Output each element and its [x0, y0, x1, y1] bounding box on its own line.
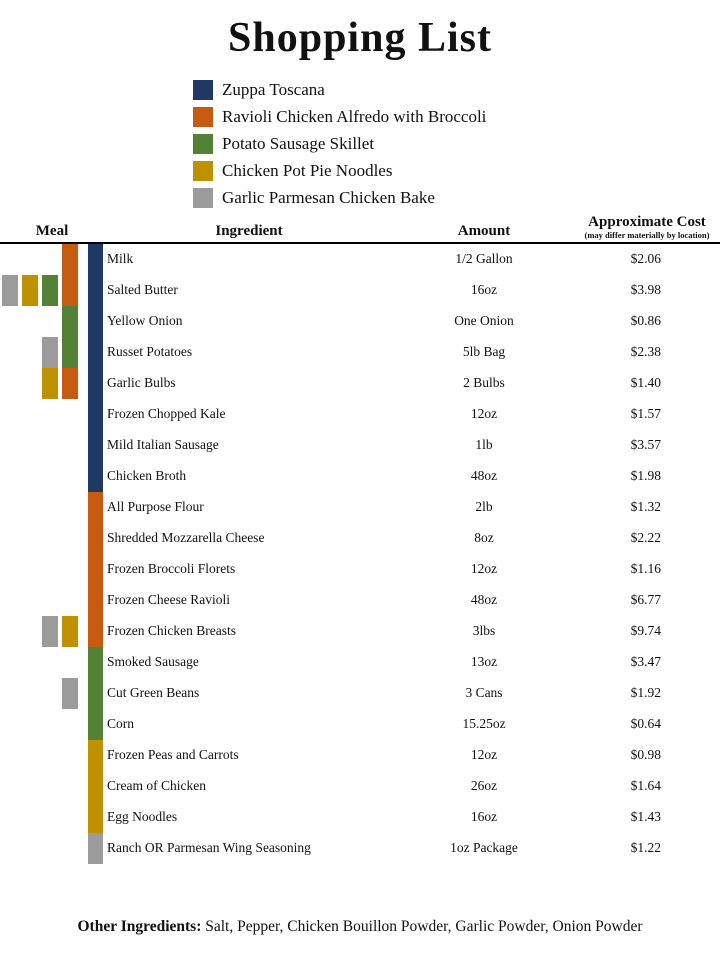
- ingredient-name: Smoked Sausage: [107, 654, 199, 670]
- meal-indicator-2: [42, 709, 58, 740]
- meal-indicator-4: [2, 802, 18, 833]
- ingredient-amount: 15.25oz: [462, 716, 506, 732]
- meal-legend: [193, 76, 720, 211]
- table-header: [0, 214, 720, 244]
- meal-indicator-1: [62, 244, 78, 275]
- table-row: [0, 368, 720, 399]
- table-row: [0, 678, 720, 709]
- meal-main-bar: [88, 678, 103, 709]
- ingredient-cost: $0.98: [630, 747, 661, 763]
- meal-indicator-1: [62, 740, 78, 771]
- ingredient-cost: $2.06: [630, 251, 661, 267]
- meal-indicators: [0, 678, 104, 709]
- ingredient-name: Egg Noodles: [107, 809, 178, 825]
- header-ingredient: Ingredient: [215, 222, 283, 239]
- table-row: [0, 399, 720, 430]
- ingredient-amount: 16oz: [470, 809, 498, 825]
- table-row: [0, 244, 720, 275]
- legend-color-swatch: [193, 80, 213, 100]
- table-row: [0, 802, 720, 833]
- ingredient-cost: $3.47: [630, 654, 661, 670]
- meal-indicators: [0, 802, 104, 833]
- ingredient-name: Frozen Peas and Carrots: [107, 747, 239, 763]
- meal-indicator-4: [2, 306, 18, 337]
- meal-indicators: [0, 833, 104, 864]
- table-row: [0, 275, 720, 306]
- meal-indicator-1: [62, 368, 78, 399]
- meal-indicator-2: [42, 399, 58, 430]
- ingredient-amount: 5lb Bag: [462, 344, 506, 360]
- table-body: [0, 244, 720, 864]
- meal-indicator-3: [22, 430, 38, 461]
- ingredient-amount: 2lb: [475, 499, 493, 515]
- meal-indicator-4: [2, 492, 18, 523]
- meal-indicators: [0, 647, 104, 678]
- meal-main-bar: [88, 275, 103, 306]
- ingredient-cost: $0.86: [630, 313, 661, 329]
- legend-item: [193, 76, 720, 103]
- meal-main-bar: [88, 244, 103, 275]
- meal-indicators: [0, 492, 104, 523]
- ingredient-name: Cut Green Beans: [107, 685, 200, 701]
- ingredient-name: Mild Italian Sausage: [107, 437, 219, 453]
- legend-item: [193, 184, 720, 211]
- meal-indicator-2: [42, 461, 58, 492]
- meal-indicator-2: [42, 678, 58, 709]
- header-cost-title: Approximate Cost: [588, 214, 706, 230]
- meal-indicator-4: [2, 709, 18, 740]
- meal-main-bar: [88, 337, 103, 368]
- ingredient-cost: $1.22: [630, 840, 661, 856]
- ingredient-cost: $6.77: [630, 592, 661, 608]
- meal-indicator-3: [22, 523, 38, 554]
- ingredient-cost: $1.64: [630, 778, 661, 794]
- meal-indicator-2: [42, 430, 58, 461]
- meal-indicator-3: [22, 616, 38, 647]
- legend-color-swatch: [193, 161, 213, 181]
- header-amount: Amount: [457, 222, 511, 239]
- meal-main-bar: [88, 306, 103, 337]
- other-ingredients: [0, 918, 720, 936]
- meal-indicators: [0, 740, 104, 771]
- table-row: [0, 306, 720, 337]
- meal-indicator-4: [2, 554, 18, 585]
- ingredient-name: Cream of Chicken: [107, 778, 206, 794]
- table-row: [0, 771, 720, 802]
- meal-indicator-2: [42, 802, 58, 833]
- meal-main-bar: [88, 461, 103, 492]
- meal-indicator-4: [2, 523, 18, 554]
- ingredient-name: Frozen Cheese Ravioli: [107, 592, 230, 608]
- meal-indicator-3: [22, 461, 38, 492]
- meal-indicators: [0, 585, 104, 616]
- meal-main-bar: [88, 771, 103, 802]
- meal-indicators: [0, 709, 104, 740]
- legend-label: Ravioli Chicken Alfredo with Broccoli: [222, 106, 487, 126]
- meal-indicator-4: [2, 275, 18, 306]
- ingredient-name: Garlic Bulbs: [107, 375, 176, 391]
- other-ingredients-text: Salt, Pepper, Chicken Bouillon Powder, Garlic Powder, Onion Powder: [201, 918, 643, 935]
- meal-indicator-2: [42, 244, 58, 275]
- meal-indicator-4: [2, 771, 18, 802]
- ingredient-cost: $9.74: [630, 623, 661, 639]
- meal-indicator-3: [22, 833, 38, 864]
- meal-indicator-4: [2, 585, 18, 616]
- ingredient-amount: 8oz: [474, 530, 494, 546]
- meal-main-bar: [88, 492, 103, 523]
- legend-color-swatch: [193, 107, 213, 127]
- meal-indicator-4: [2, 461, 18, 492]
- ingredient-name: Corn: [107, 716, 134, 732]
- meal-indicator-4: [2, 337, 18, 368]
- meal-indicators: [0, 368, 104, 399]
- meal-indicator-1: [62, 492, 78, 523]
- ingredient-cost: $1.43: [630, 809, 661, 825]
- meal-indicator-3: [22, 244, 38, 275]
- meal-indicator-4: [2, 740, 18, 771]
- legend-label: Chicken Pot Pie Noodles: [222, 160, 393, 180]
- ingredient-cost: $1.40: [630, 375, 661, 391]
- ingredient-amount: 13oz: [470, 654, 498, 670]
- table-row: [0, 585, 720, 616]
- legend-item: [193, 130, 720, 157]
- meal-indicator-1: [62, 709, 78, 740]
- ingredient-amount: 12oz: [470, 747, 498, 763]
- table-row: [0, 647, 720, 678]
- meal-indicator-4: [2, 368, 18, 399]
- meal-indicator-3: [22, 275, 38, 306]
- legend-label: Zuppa Toscana: [222, 79, 325, 99]
- meal-indicator-1: [62, 306, 78, 337]
- ingredient-amount: 3lbs: [472, 623, 496, 639]
- meal-indicators: [0, 430, 104, 461]
- meal-indicator-3: [22, 368, 38, 399]
- meal-indicator-1: [62, 616, 78, 647]
- table-row: [0, 833, 720, 864]
- meal-indicator-1: [62, 275, 78, 306]
- ingredient-name: Chicken Broth: [107, 468, 187, 484]
- meal-indicators: [0, 275, 104, 306]
- ingredient-amount: 12oz: [470, 561, 498, 577]
- meal-indicators: [0, 244, 104, 275]
- ingredient-amount: 12oz: [470, 406, 498, 422]
- meal-indicator-1: [62, 430, 78, 461]
- meal-indicator-1: [62, 585, 78, 616]
- header-cost: [574, 214, 720, 240]
- meal-indicator-4: [2, 647, 18, 678]
- meal-main-bar: [88, 368, 103, 399]
- ingredient-amount: 2 Bulbs: [463, 375, 505, 391]
- ingredient-cost: $1.32: [630, 499, 661, 515]
- meal-main-bar: [88, 430, 103, 461]
- ingredient-name: Shredded Mozzarella Cheese: [107, 530, 265, 546]
- meal-indicator-2: [42, 368, 58, 399]
- meal-indicator-3: [22, 585, 38, 616]
- ingredient-cost: $1.16: [630, 561, 661, 577]
- legend-label: Potato Sausage Skillet: [222, 133, 375, 153]
- meal-indicator-1: [62, 554, 78, 585]
- meal-indicator-3: [22, 399, 38, 430]
- meal-indicator-2: [42, 492, 58, 523]
- meal-indicator-1: [62, 833, 78, 864]
- legend-item: [193, 103, 720, 130]
- meal-indicator-3: [22, 678, 38, 709]
- meal-indicator-3: [22, 771, 38, 802]
- table-row: [0, 740, 720, 771]
- meal-indicator-4: [2, 244, 18, 275]
- meal-indicator-1: [62, 678, 78, 709]
- meal-main-bar: [88, 585, 103, 616]
- header-meal: Meal: [35, 222, 69, 239]
- header-cost-note: (may differ materially by location): [584, 229, 710, 240]
- meal-indicator-2: [42, 647, 58, 678]
- meal-indicator-1: [62, 461, 78, 492]
- other-ingredients-label: Other Ingredients:: [77, 918, 202, 935]
- meal-indicators: [0, 399, 104, 430]
- meal-main-bar: [88, 802, 103, 833]
- meal-indicators: [0, 554, 104, 585]
- ingredient-cost: $3.57: [630, 437, 661, 453]
- ingredient-name: Yellow Onion: [107, 313, 183, 329]
- ingredient-amount: 1oz Package: [450, 840, 518, 856]
- meal-indicators: [0, 306, 104, 337]
- ingredient-amount: 3 Cans: [465, 685, 503, 701]
- legend-label: Garlic Parmesan Chicken Bake: [222, 187, 435, 207]
- meal-indicators: [0, 523, 104, 554]
- ingredient-name: Frozen Chicken Breasts: [107, 623, 236, 639]
- table-row: [0, 554, 720, 585]
- meal-indicator-4: [2, 678, 18, 709]
- meal-indicator-2: [42, 771, 58, 802]
- meal-indicator-2: [42, 585, 58, 616]
- meal-indicator-2: [42, 554, 58, 585]
- ingredient-name: Frozen Broccoli Florets: [107, 561, 236, 577]
- meal-indicator-3: [22, 647, 38, 678]
- meal-indicator-1: [62, 771, 78, 802]
- ingredient-cost: $1.98: [630, 468, 661, 484]
- meal-indicator-3: [22, 306, 38, 337]
- meal-indicator-2: [42, 306, 58, 337]
- meal-indicator-3: [22, 740, 38, 771]
- table-row: [0, 709, 720, 740]
- ingredient-cost: $1.92: [630, 685, 661, 701]
- meal-indicator-1: [62, 647, 78, 678]
- meal-indicator-3: [22, 337, 38, 368]
- meal-indicators: [0, 337, 104, 368]
- ingredient-amount: One Onion: [454, 313, 514, 329]
- meal-main-bar: [88, 833, 103, 864]
- ingredient-cost: $2.22: [630, 530, 661, 546]
- legend-color-swatch: [193, 188, 213, 208]
- table-row: [0, 523, 720, 554]
- table-row: [0, 492, 720, 523]
- meal-main-bar: [88, 554, 103, 585]
- meal-indicator-4: [2, 616, 18, 647]
- meal-main-bar: [88, 709, 103, 740]
- ingredient-name: All Purpose Flour: [107, 499, 204, 515]
- meal-indicator-2: [42, 275, 58, 306]
- meal-indicator-3: [22, 709, 38, 740]
- meal-indicator-2: [42, 337, 58, 368]
- table-row: [0, 461, 720, 492]
- meal-indicator-4: [2, 399, 18, 430]
- table-row: [0, 616, 720, 647]
- meal-indicator-2: [42, 740, 58, 771]
- meal-main-bar: [88, 647, 103, 678]
- ingredient-cost: $0.64: [630, 716, 661, 732]
- meal-indicator-1: [62, 399, 78, 430]
- ingredient-name: Milk: [107, 251, 134, 267]
- meal-indicator-3: [22, 554, 38, 585]
- meal-indicator-4: [2, 833, 18, 864]
- ingredient-cost: $1.57: [630, 406, 661, 422]
- ingredient-name: Ranch OR Parmesan Wing Seasoning: [107, 840, 311, 856]
- meal-indicator-1: [62, 802, 78, 833]
- legend-item: [193, 157, 720, 184]
- meal-indicator-3: [22, 802, 38, 833]
- ingredient-amount: 26oz: [470, 778, 498, 794]
- meal-main-bar: [88, 740, 103, 771]
- ingredient-amount: 16oz: [470, 282, 498, 298]
- meal-indicators: [0, 771, 104, 802]
- legend-color-swatch: [193, 134, 213, 154]
- ingredient-name: Frozen Chopped Kale: [107, 406, 226, 422]
- ingredient-amount: 1/2 Gallon: [455, 251, 513, 267]
- meal-main-bar: [88, 523, 103, 554]
- meal-indicator-2: [42, 833, 58, 864]
- meal-indicators: [0, 616, 104, 647]
- ingredient-name: Russet Potatoes: [107, 344, 193, 360]
- meal-indicator-4: [2, 430, 18, 461]
- page-title: Shopping List: [228, 15, 492, 61]
- meal-indicator-3: [22, 492, 38, 523]
- meal-indicator-2: [42, 523, 58, 554]
- table-row: [0, 337, 720, 368]
- meal-indicator-2: [42, 616, 58, 647]
- meal-main-bar: [88, 616, 103, 647]
- meal-indicator-1: [62, 523, 78, 554]
- ingredient-cost: $2.38: [630, 344, 661, 360]
- ingredient-cost: $3.98: [630, 282, 661, 298]
- ingredient-amount: 1lb: [475, 437, 493, 453]
- ingredient-amount: 48oz: [470, 468, 498, 484]
- ingredient-name: Salted Butter: [107, 282, 178, 298]
- meal-main-bar: [88, 399, 103, 430]
- ingredient-amount: 48oz: [470, 592, 498, 608]
- meal-indicators: [0, 461, 104, 492]
- meal-indicator-1: [62, 337, 78, 368]
- table-row: [0, 430, 720, 461]
